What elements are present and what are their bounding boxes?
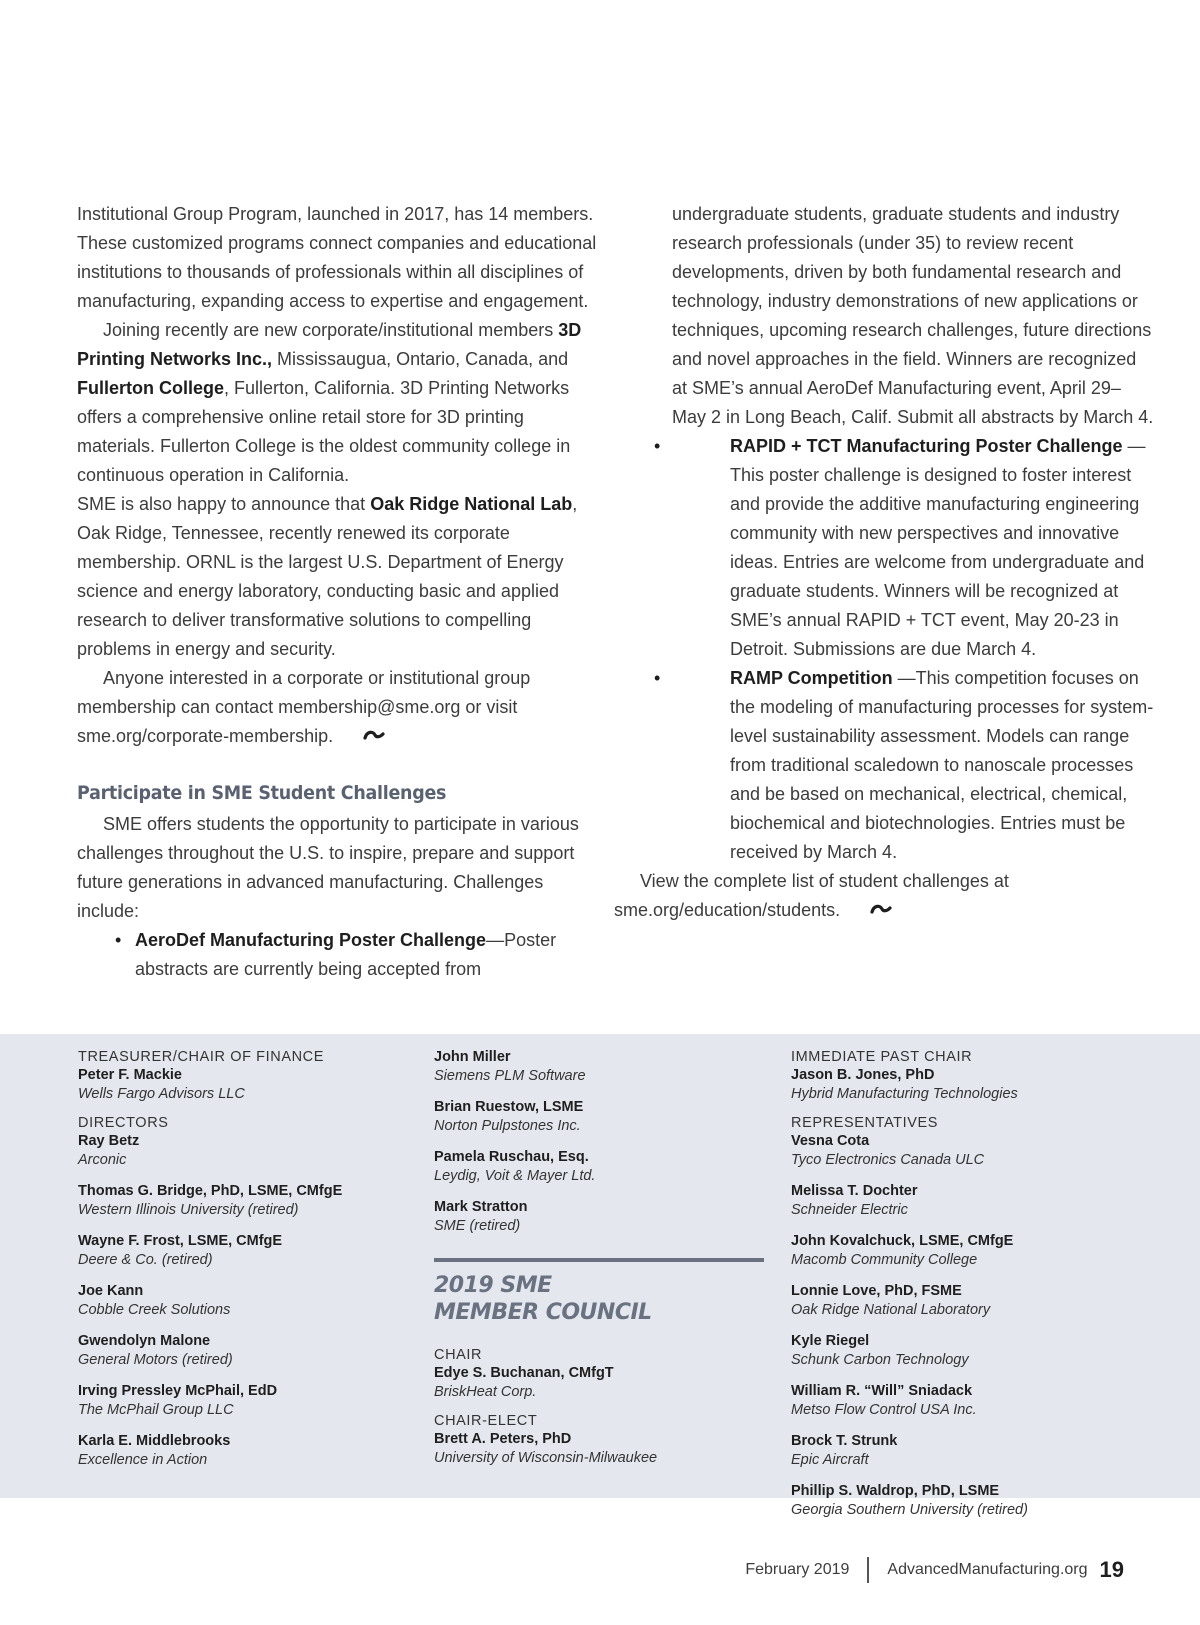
representatives-list — [791, 1132, 1151, 1520]
person-name: Ray Betz — [78, 1133, 140, 1149]
person-entry — [78, 1132, 398, 1170]
person-org: Schneider Electric — [791, 1202, 908, 1218]
person-entry — [434, 1048, 764, 1086]
person-name: John Miller — [434, 1049, 511, 1065]
category-label: DIRECTORS — [78, 1115, 169, 1131]
person-org: Schunk Carbon Technology — [791, 1352, 969, 1368]
person-name: Kyle Riegel — [791, 1333, 870, 1349]
council-title-line: MEMBER COUNCIL — [434, 1300, 652, 1325]
person-org: Oak Ridge National Laboratory — [791, 1302, 991, 1318]
list-item — [614, 664, 1154, 867]
person-org: Siemens PLM Software — [434, 1068, 586, 1084]
person-name: John Kovalchuck, LSME, CMfgE — [791, 1233, 1014, 1249]
board-column — [78, 1048, 398, 1482]
person-org: BriskHeat Corp. — [434, 1384, 537, 1400]
person-org: Cobble Creek Solutions — [78, 1302, 231, 1318]
person-entry — [791, 1132, 1151, 1170]
page-footer — [745, 1556, 1124, 1584]
challenge-title: RAMP Competition — [730, 668, 893, 688]
person-entry — [78, 1332, 398, 1370]
sme-end-mark-icon — [844, 897, 892, 926]
text: —Poster abstracts are currently being accepted from — [135, 929, 557, 979]
category-label: TREASURER/CHAIR OF FINANCE — [78, 1049, 325, 1065]
person-name: Brian Ruestow, LSME — [434, 1099, 584, 1115]
category-label: REPRESENTATIVES — [791, 1115, 939, 1131]
person-name: Pamela Ruschau, Esq. — [434, 1149, 589, 1165]
category-label: CHAIR — [434, 1347, 483, 1363]
section-heading: Participate in SME Student Challenges — [77, 781, 447, 804]
list-item-continued: undergraduate students, graduate students and industry research professionals (under 35) to review recent developments, driven by both fundamental research and technology, industry demonstrations of new applications or techniques, upcoming research challenges, future directions and novel approaches in the field. Winners are recognized at SME’s annual AeroDef Manufacturing event, April 29–May 2 in Long Beach, Calif. Submit all abstracts by March 4. — [672, 204, 1154, 427]
person-org: Excellence in Action — [78, 1452, 208, 1468]
text: —This competition focuses on the modeling of manufacturing processes for system-level sustainability assessment. Models can range from traditional scaledown to nanoscale processes and be based on mechanical, electrical, chemical, biochemical and biotechnologies. Entries must be received by March 4. — [730, 668, 1154, 862]
person-name: Brett A. Peters, PhD — [434, 1431, 572, 1447]
person-entry — [78, 1182, 398, 1220]
list-item — [77, 926, 602, 984]
text: Joining recently are new corporate/institutional members — [103, 320, 559, 340]
paragraph — [77, 664, 602, 752]
person-org: Georgia Southern University (retired) — [791, 1502, 1028, 1518]
person-name: Edye S. Buchanan, CMfgT — [434, 1365, 614, 1381]
person-entry — [791, 1432, 1151, 1470]
text: Mississaugua, Ontario, Canada, and — [272, 349, 569, 369]
person-entry — [78, 1066, 398, 1104]
text: —This poster challenge is designed to foster interest and provide the additive manufacturing engineering community with new perspectives and innovative ideas. Entries are welcome from undergraduate and graduate students. Winners will be recognized at SME’s annual RAPID + TCT event, May 20-23 in Detroit. Submissions are due March 4. — [730, 436, 1146, 659]
person-name: Karla E. Middlebrooks — [78, 1433, 231, 1449]
text: SME is also happy to announce that — [77, 494, 371, 514]
person-entry — [78, 1432, 398, 1470]
person-org: University of Wisconsin-Milwaukee — [434, 1450, 658, 1466]
person-name: Melissa T. Dochter — [791, 1183, 918, 1199]
list-item-body — [672, 664, 1154, 867]
person-org: Arconic — [78, 1152, 127, 1168]
person-org: Tyco Electronics Canada ULC — [791, 1152, 985, 1168]
person-org: Norton Pulpstones Inc. — [434, 1118, 581, 1134]
person-entry — [78, 1232, 398, 1270]
person-entry — [791, 1482, 1151, 1520]
person-name: Wayne F. Frost, LSME, CMfgE — [78, 1233, 283, 1249]
category-label: IMMEDIATE PAST CHAIR — [791, 1049, 973, 1065]
challenge-title: RAPID + TCT Manufacturing Poster Challenge — [730, 436, 1123, 456]
org-name: Oak Ridge National Lab — [370, 494, 573, 514]
person-entry — [434, 1148, 764, 1186]
person-org: Metso Flow Control USA Inc. — [791, 1402, 977, 1418]
person-name: Gwendolyn Malone — [78, 1333, 211, 1349]
paragraph — [614, 867, 1154, 926]
person-name: Joe Kann — [78, 1283, 144, 1299]
person-entry — [434, 1364, 764, 1402]
person-name: Vesna Cota — [791, 1133, 870, 1149]
site-link[interactable]: AdvancedManufacturing.org — [887, 1561, 1088, 1578]
org-name: Fullerton College — [77, 378, 225, 398]
text: Anyone interested in a corporate or institutional group membership can contact membership@sme.org or visit sme.org/corporate-membership. — [77, 668, 531, 746]
board-column — [434, 1048, 764, 1480]
person-org: The McPhail Group LLC — [78, 1402, 234, 1418]
directors-list — [78, 1132, 398, 1470]
person-entry — [791, 1232, 1151, 1270]
paragraph: Institutional Group Program, launched in 2017, has 14 members. These customized programs connect companies and educational institutions to thousands of professionals within all disciplines of manufacturing, expanding access to expertise and engagement. — [77, 204, 597, 311]
person-name: Irving Pressley McPhail, EdD — [78, 1383, 278, 1399]
text: , Oak Ridge, Tennessee, recently renewed its corporate membership. ORNL is the largest U.S. Department of Energy science and energy laboratory, conducting basic and applied research to deliver transformative solutions to compelling problems in energy and security. — [77, 494, 578, 659]
council-title-line: 2019 SME — [434, 1273, 552, 1298]
person-org: General Motors (retired) — [78, 1352, 233, 1368]
left-column — [77, 200, 602, 984]
person-org: Hybrid Manufacturing Technologies — [791, 1086, 1018, 1102]
org-name: 3D Printing Networks Inc., — [77, 320, 582, 369]
issue-date: February 2019 — [745, 1561, 850, 1578]
person-entry — [434, 1430, 764, 1468]
divider — [434, 1258, 764, 1262]
category-label: CHAIR-ELECT — [434, 1413, 538, 1429]
person-entry — [78, 1382, 398, 1420]
person-name: Brock T. Strunk — [791, 1433, 898, 1449]
person-org: Deere & Co. (retired) — [78, 1252, 213, 1268]
person-entry — [434, 1098, 764, 1136]
person-entry — [791, 1182, 1151, 1220]
person-name: Phillip S. Waldrop, PhD, LSME — [791, 1483, 1000, 1499]
paragraph: SME offers students the opportunity to participate in various challenges throughout the U.S. to inspire, prepare and support future generations in advanced manufacturing. Challenges include: — [77, 813, 579, 921]
person-name: Thomas G. Bridge, PhD, LSME, CMfgE — [78, 1183, 343, 1199]
person-entry — [791, 1332, 1151, 1370]
person-name: William R. “Will” Sniadack — [791, 1383, 973, 1399]
person-entry — [791, 1066, 1151, 1104]
person-org: Macomb Community College — [791, 1252, 978, 1268]
bullet-list — [614, 200, 1154, 867]
text: , Fullerton, California. 3D Printing Networks offers a comprehensive online retail store for 3D printing materials. Fullerton College is the oldest community college in continuous operation in California. — [77, 378, 571, 485]
council-title — [434, 1272, 764, 1326]
person-entry — [791, 1282, 1151, 1320]
person-name: Peter F. Mackie — [78, 1067, 182, 1083]
person-org: Epic Aircraft — [791, 1452, 869, 1468]
bullet-icon: • — [654, 436, 661, 456]
person-org: SME (retired) — [434, 1218, 521, 1234]
directors-list — [434, 1048, 764, 1236]
person-entry — [78, 1282, 398, 1320]
person-org: Wells Fargo Advisors LLC — [78, 1086, 245, 1102]
list-item-body — [672, 432, 1154, 664]
challenge-title: AeroDef Manufacturing Poster Challenge — [135, 929, 487, 950]
person-name: Mark Stratton — [434, 1199, 528, 1215]
divider — [867, 1557, 869, 1583]
list-item — [614, 432, 1154, 664]
page-number: 19 — [1099, 1557, 1124, 1582]
person-entry — [434, 1198, 764, 1236]
person-entry — [791, 1382, 1151, 1420]
right-column — [614, 200, 1154, 926]
person-name: Jason B. Jones, PhD — [791, 1067, 935, 1083]
bullet-icon: • — [654, 668, 661, 688]
paragraph — [77, 316, 602, 490]
person-org: Leydig, Voit & Mayer Ltd. — [434, 1168, 596, 1184]
paragraph — [77, 490, 602, 664]
text: View the complete list of student challenges at sme.org/education/students. — [614, 871, 1009, 920]
person-org: Western Illinois University (retired) — [78, 1202, 299, 1218]
sme-end-mark-icon — [337, 723, 385, 752]
bullet-icon: • — [115, 929, 122, 950]
board-column — [791, 1048, 1151, 1532]
person-name: Lonnie Love, PhD, FSME — [791, 1283, 962, 1299]
